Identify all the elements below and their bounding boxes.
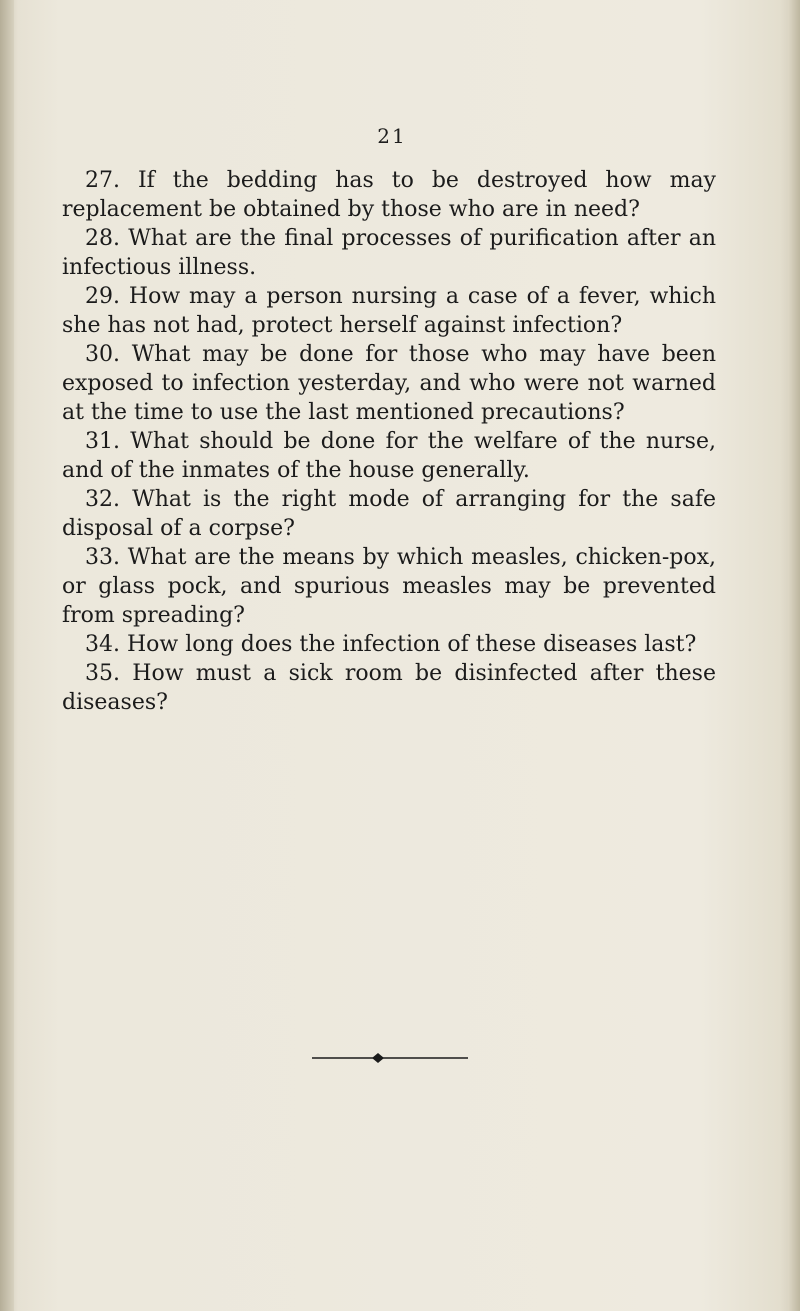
question-34: 34. How long does the infection of these diseases last?	[85, 632, 697, 657]
question-35: 35. How must a sick room be disinfected after these diseases?	[62, 661, 716, 715]
question-29: 29. How may a person nursing a case of a fever, which she has not had, protect herself against infection?	[62, 284, 716, 338]
divider-diamond	[372, 1053, 384, 1063]
question-27: 27. If the bedding has to be destroyed how may replacement be obtained by those who are in need?	[62, 168, 716, 222]
ornament-divider	[312, 1051, 468, 1065]
page-number: 21	[377, 124, 407, 148]
question-33: 33. What are the means by which measles, chicken-pox, or glass pock, and spurious measles may be prevented from spreading?	[62, 545, 716, 628]
question-32: 32. What is the right mode of arranging for the safe disposal of a corpse?	[62, 487, 716, 541]
question-30: 30. What may be done for those who may have been exposed to infection yesterday, and who were not warned at the time to use the last mentioned precautions?	[62, 342, 716, 425]
page-edge-left	[0, 0, 14, 1311]
question-28: 28. What are the final processes of purification after an infectious illness.	[62, 226, 716, 280]
question-list	[62, 166, 716, 717]
question-31: 31. What should be done for the welfare of the nurse, and of the inmates of the house generally.	[62, 429, 716, 483]
page-edge-right	[788, 0, 800, 1311]
